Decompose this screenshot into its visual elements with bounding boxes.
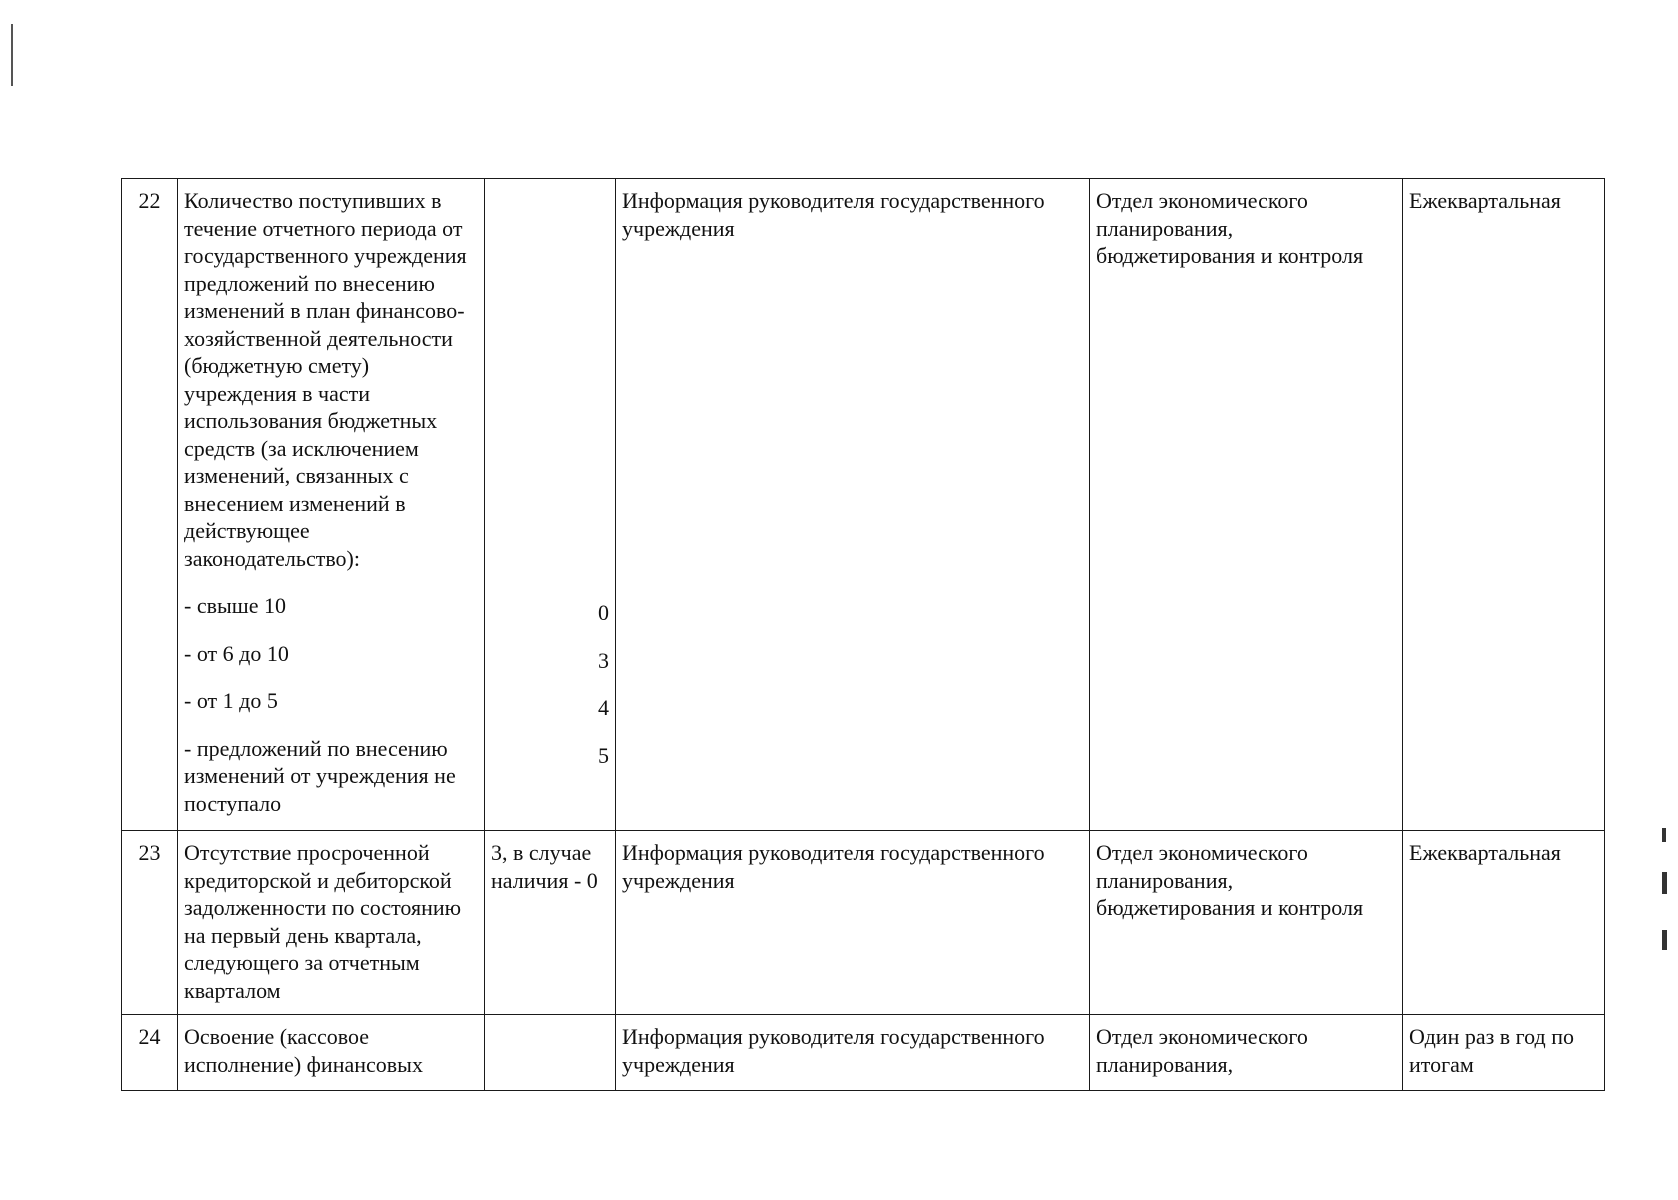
score-cell (485, 179, 616, 831)
responsible-cell: Отдел экономического планирования, бюджетирования и контроля (1090, 831, 1403, 1015)
table-row (122, 179, 1605, 831)
sub-item-score: 3 (598, 647, 609, 673)
score-cell (485, 1015, 616, 1091)
sub-item-score: 0 (598, 600, 609, 625)
sub-item-label: - свыше 10 (184, 593, 286, 618)
criterion-cell (178, 179, 485, 831)
sub-item-label: - от 6 до 10 (184, 640, 289, 666)
scan-edge-mark (1662, 828, 1666, 842)
source-cell: Информация руководителя государственного учреждения (616, 1015, 1090, 1091)
row-number: 23 (122, 831, 178, 1015)
table-row (122, 1015, 1605, 1091)
criterion-cell: Освоение (кассовое исполнение) финансовых (178, 1015, 485, 1091)
frequency-cell: Ежеквартальная (1403, 179, 1605, 831)
sub-item-label: - от 1 до 5 (184, 688, 278, 713)
scan-edge-mark (1662, 872, 1667, 894)
source-cell: Информация руководителя государственного учреждения (616, 179, 1090, 831)
sub-item-score: 5 (598, 742, 609, 768)
frequency-cell: Ежеквартальная (1403, 831, 1605, 1015)
row-number: 22 (122, 179, 178, 831)
scan-margin-line (11, 24, 13, 86)
criterion-cell: Отсутствие просроченной кредиторской и дебиторской задолженности по состоянию на первый день квартала, следующего за отчетным кварталом (178, 831, 485, 1015)
responsible-cell: Отдел экономического планирования, бюджетирования и контроля (1090, 179, 1403, 831)
row-number: 24 (122, 1015, 178, 1091)
frequency-cell: Один раз в год по итогам (1403, 1015, 1605, 1091)
criteria-table (121, 178, 1605, 1091)
responsible-cell: Отдел экономического планирования, (1090, 1015, 1403, 1091)
table-row (122, 831, 1605, 1015)
sub-item-score: 4 (598, 695, 609, 720)
scan-edge-mark (1662, 930, 1667, 950)
source-cell: Информация руководителя государственного учреждения (616, 831, 1090, 1015)
criterion-text: Количество поступивших в течение отчетного периода от государственного учреждения предложений по внесению изменений в план финансово-хозяйственной деятельности (бюджетную смету) учреждения в части использования бюджетных средств (за исключением изменений, связанных с внесением изменений в действующее законодательство): (184, 188, 467, 571)
sub-item-label: - предложений по внесению изменений от учреждения не поступало (184, 735, 456, 816)
score-cell: 3, в случае наличия - 0 (485, 831, 616, 1015)
